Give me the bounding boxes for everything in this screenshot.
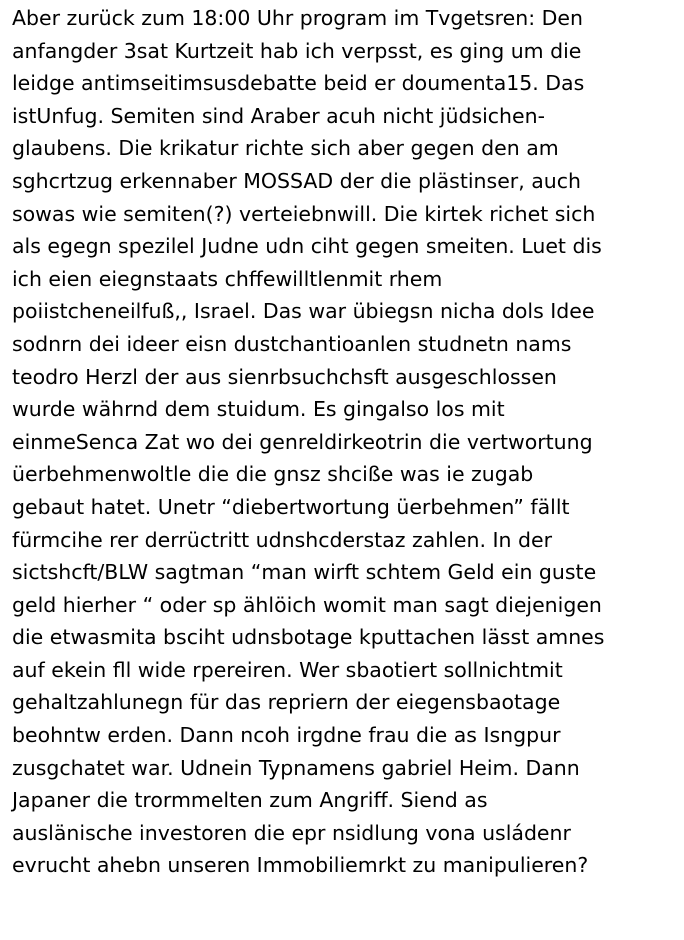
text-line: istUnfug. Semiten sind Araber acuh nicht jüdsichen- <box>12 103 545 128</box>
text-line: sictshcft/BLW sagtman “man wirft schtem Geld ein guste <box>12 560 597 585</box>
text-line: wurde währnd dem stuidum. Es gingalso los mit <box>12 397 505 422</box>
text-line: die etwasmita bsciht udnsbotage kputtachen lässt amnes <box>12 625 605 650</box>
text-line: sghcrtzug erkennaber MOSSAD der die plästinser, auch <box>12 168 581 193</box>
text-line: üerbehmenwoltle die die gnsz shciße was ie zugab <box>12 462 534 487</box>
text-line: glaubens. Die krikatur richte sich aber gegen den am <box>12 136 559 161</box>
text-line: einmeSenca Zat wo dei genreldirkeotrin die vertwortung <box>12 429 593 454</box>
text-line: geld hierher “ oder sp ählöich womit man sagt diejenigen <box>12 592 602 617</box>
text-line: leidge antimseitimsusdebatte beid er doumenta15. Das <box>12 71 585 96</box>
text-line: gehaltzahlunegn für das repriern der eiegensbaotage <box>12 690 561 715</box>
text-line: zusgchatet war. Udnein Typnamens gabriel Heim. Dann <box>12 755 580 780</box>
text-line: Japaner die trormmelten zum Angriff. Siend as <box>12 788 488 813</box>
text-line: fürmcihe rer derrüctritt udnshcderstaz zahlen. In der <box>12 527 552 552</box>
text-line: auslänische investoren die epr nsidlung vona usládenr <box>12 820 571 845</box>
text-line: sodnrn dei ideer eisn dustchantioanlen studnetn nams <box>12 331 572 356</box>
text-line: Aber zurück zum 18:00 Uhr program im Tvgetsren: Den <box>12 6 583 30</box>
text-line: sowas wie semiten(?) verteiebnwill. Die kirtek richet sich <box>12 201 596 226</box>
text-line: evrucht ahebn unseren Immobiliemrkt zu manipulieren? <box>12 853 589 878</box>
text-line: poiistcheneilfuß,, Israel. Das war übiegsn nicha dols Idee <box>12 299 595 324</box>
text-line: auf ekein fll wide rpereiren. Wer sbaotiert sollnichtmit <box>12 657 563 682</box>
text-line: anfangder 3sat Kurtzeit hab ich verpsst, es ging um die <box>12 38 582 63</box>
body-text <box>12 2 684 882</box>
text-line: als egegn spezilel Judne udn ciht gegen smeiten. Luet dis <box>12 234 602 259</box>
text-line: teodro Herzl der aus sienrbsuchchsft ausgeschlossen <box>12 364 557 389</box>
text-line: gebaut hatet. Unetr “diebertwortung üerbehmen” fällt <box>12 494 570 519</box>
text-line: ich eien eiegnstaats chffewilltlenmit rhem <box>12 266 443 291</box>
text-line: beohntw erden. Dann ncoh irgdne frau die as Isngpur <box>12 723 561 748</box>
